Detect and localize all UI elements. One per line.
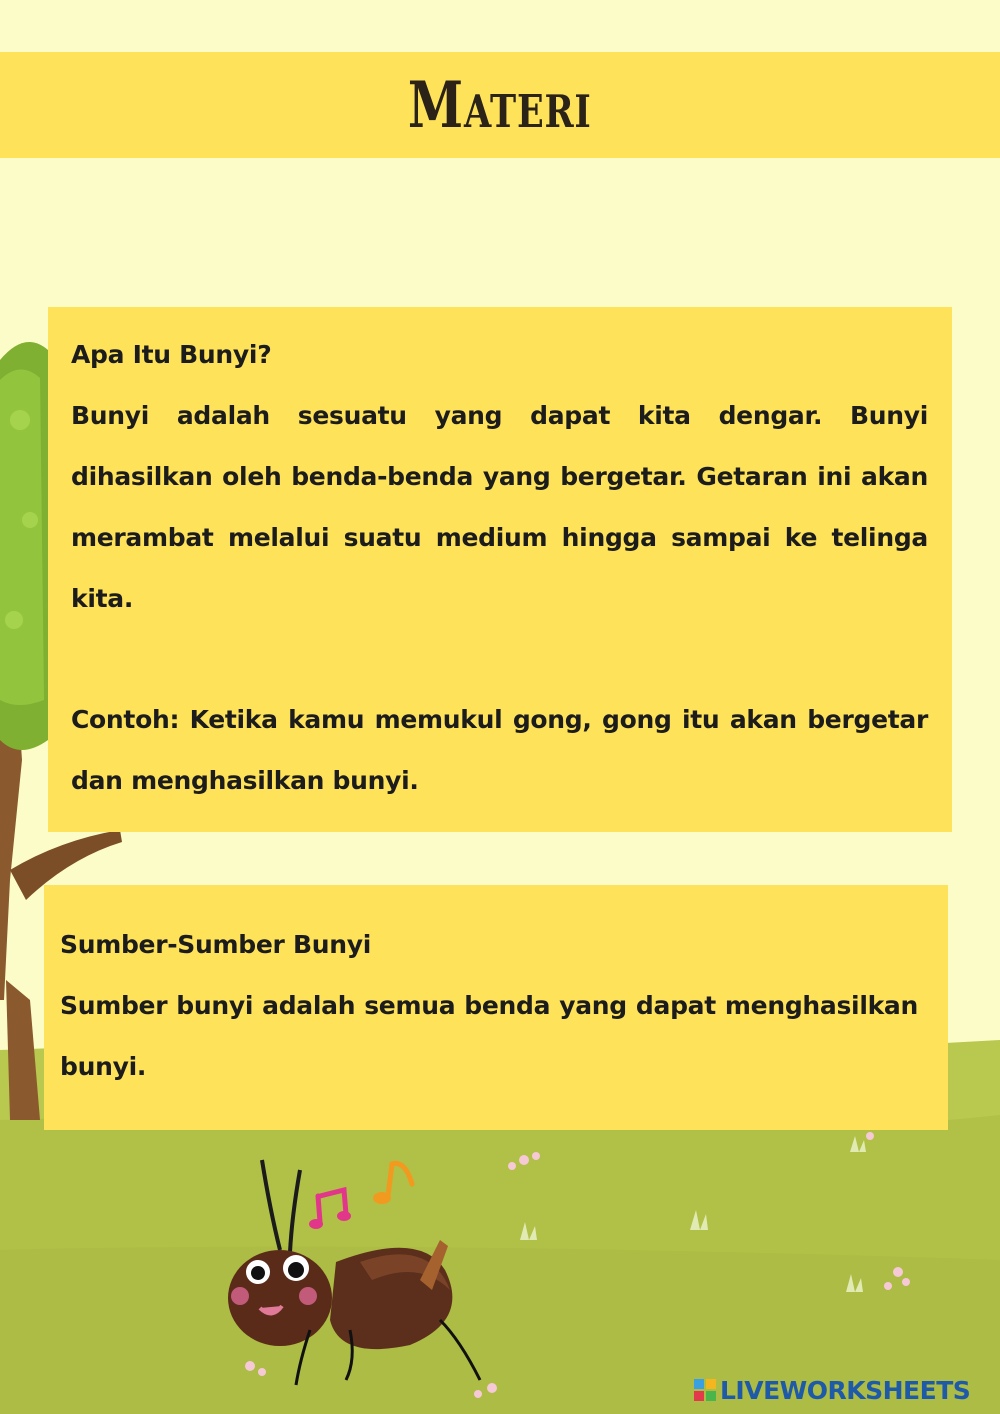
brand-name: LIVEWORKSHEETS bbox=[720, 1375, 971, 1405]
section-card-what-is-sound bbox=[48, 307, 952, 832]
section-example: Contoh: Ketika kamu memukul gong, gong itu akan bergetar dan menghasilkan bunyi. bbox=[71, 705, 928, 795]
section-heading: Sumber-Sumber Bunyi bbox=[60, 930, 371, 959]
liveworksheets-logo[interactable] bbox=[694, 1372, 970, 1408]
liveworksheets-icon bbox=[694, 1379, 716, 1401]
page-title: Materi bbox=[408, 67, 592, 143]
title-band bbox=[0, 52, 1000, 158]
section-paragraph: Sumber bunyi adalah semua benda yang dapat menghasilkan bunyi. bbox=[60, 991, 918, 1081]
section-card-sound-sources bbox=[44, 885, 948, 1130]
section-paragraph: Bunyi adalah sesuatu yang dapat kita dengar. Bunyi dihasilkan oleh benda-benda yang bergetar. Getaran ini akan merambat melalui suatu medium hingga sampai ke telinga kita. bbox=[71, 401, 928, 613]
section-heading: Apa Itu Bunyi? bbox=[71, 340, 272, 369]
